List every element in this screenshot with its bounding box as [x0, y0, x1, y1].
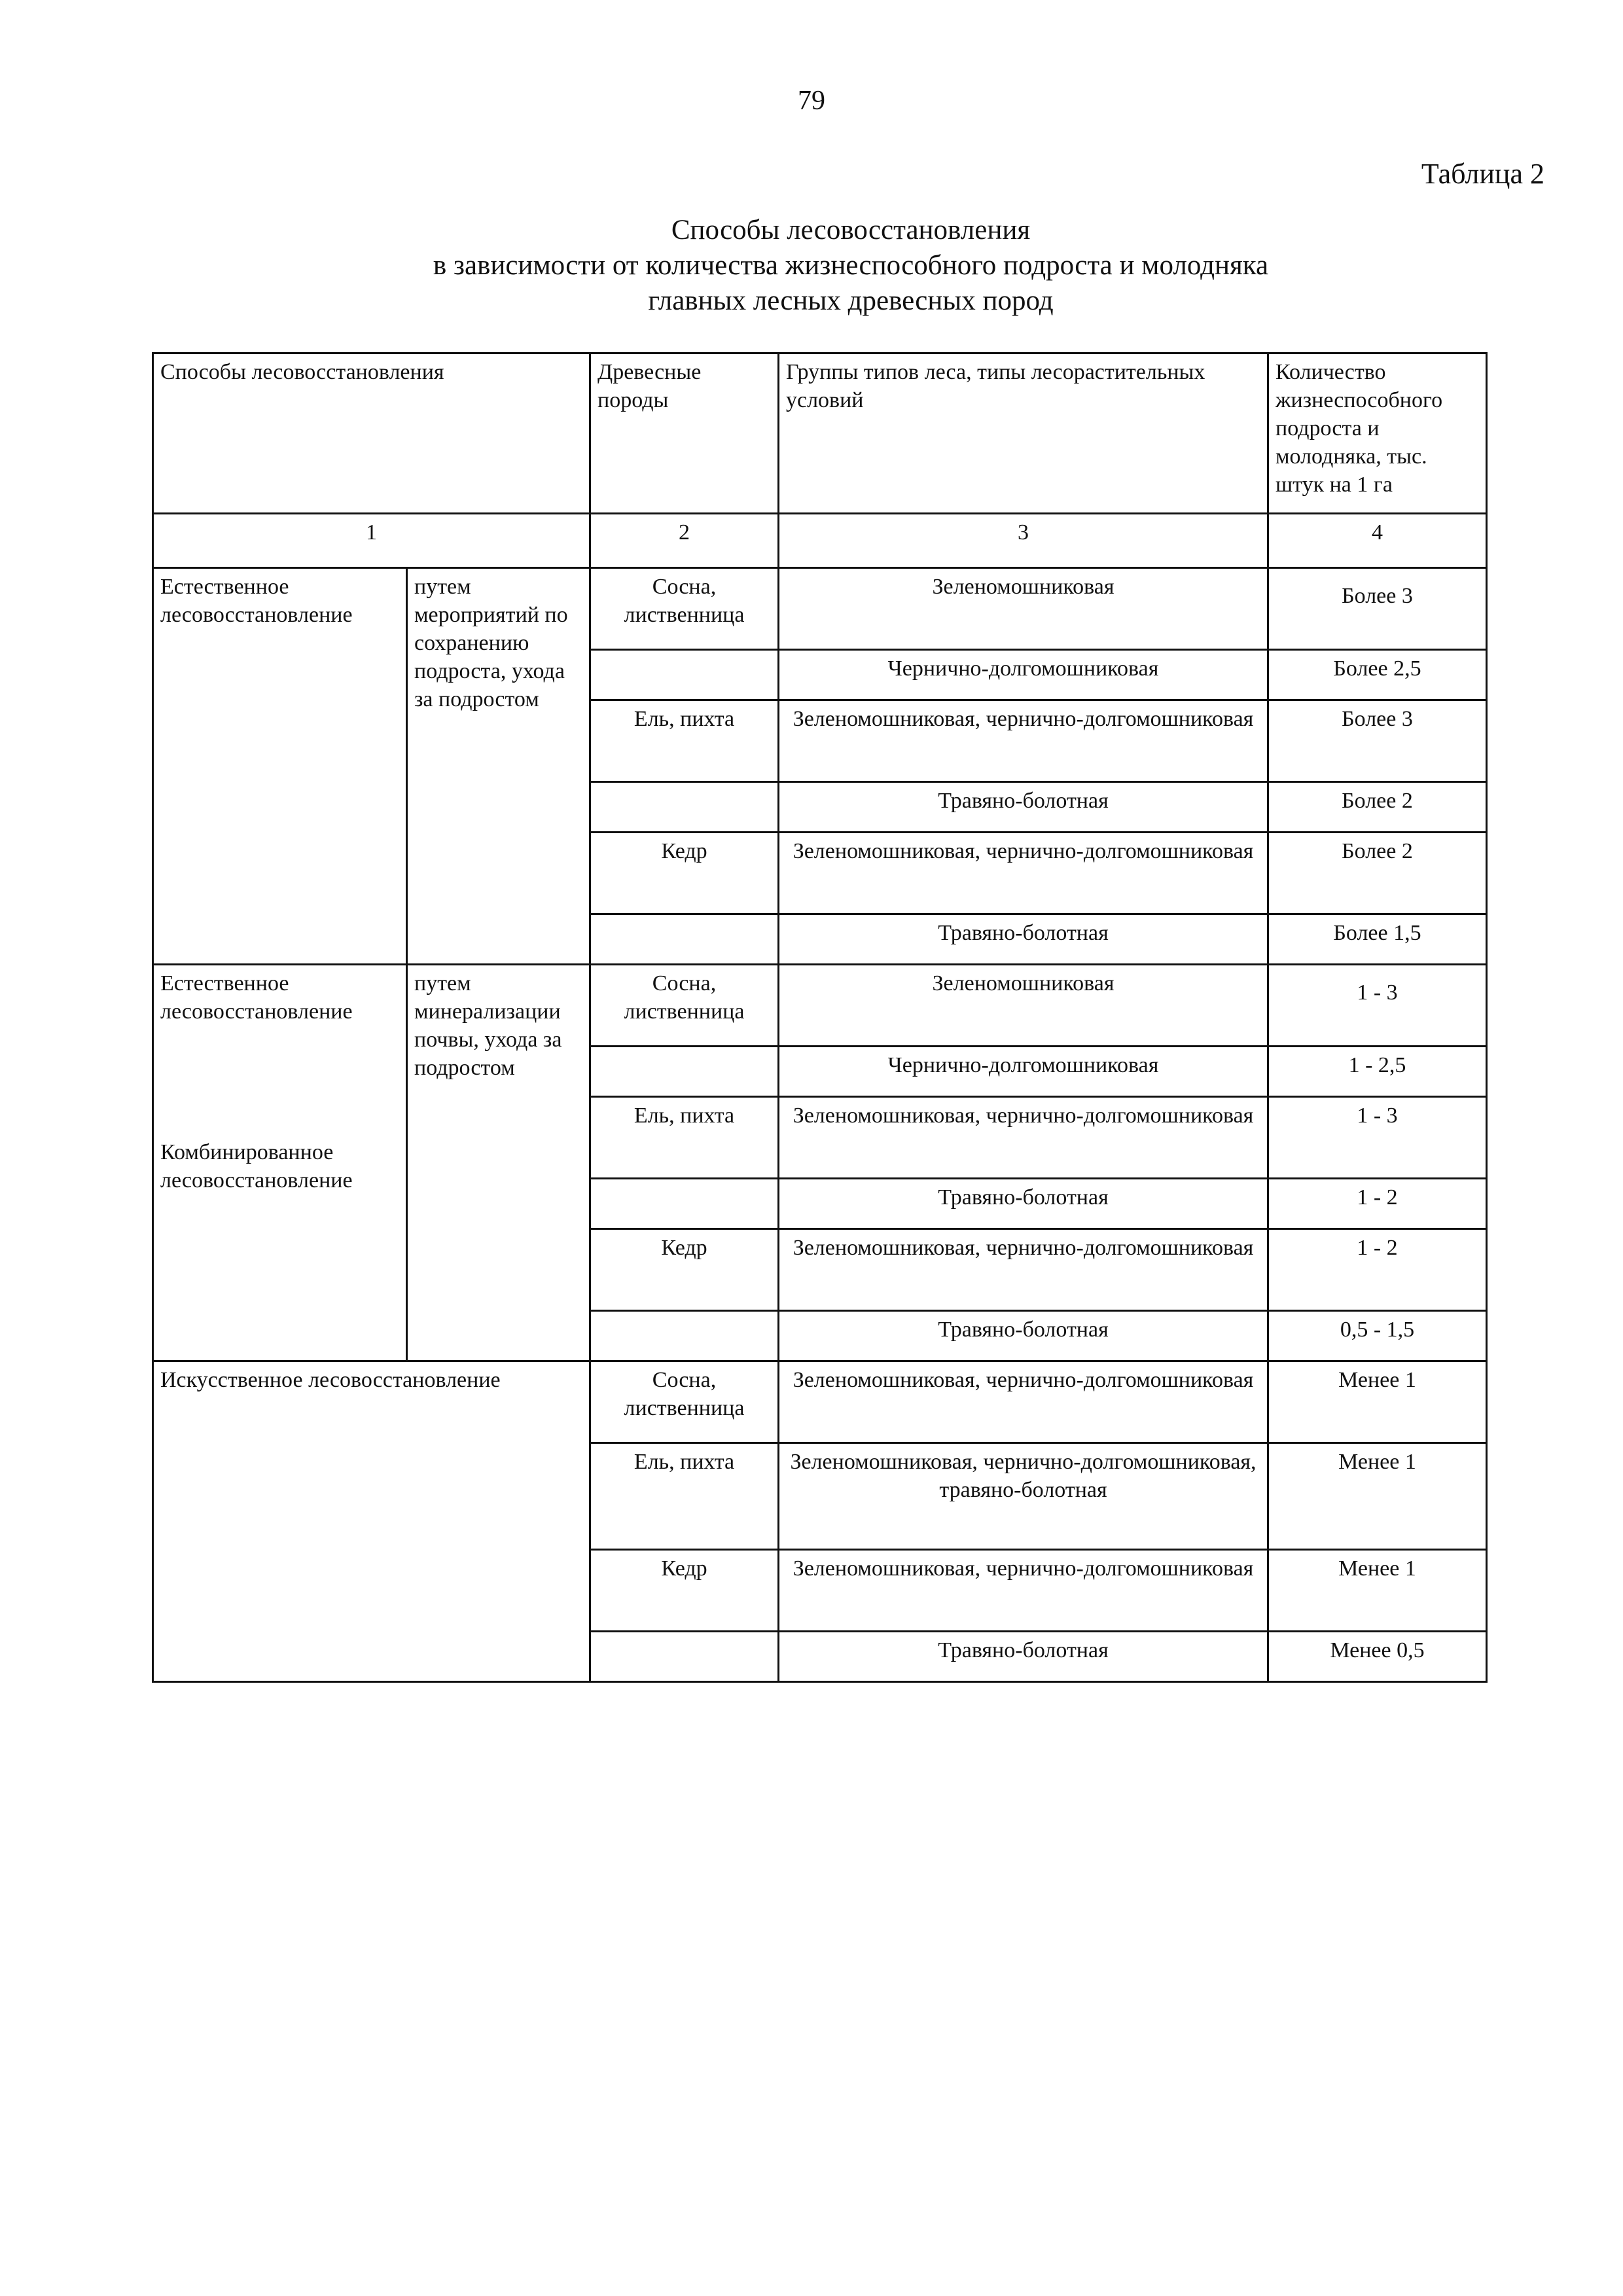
species-cell: [590, 650, 779, 700]
way-cell: путем мероприятий по сохранению подроста, ухода за подростом: [407, 568, 590, 965]
species-cell: Ель, пихта: [590, 1443, 779, 1550]
amount-cell: Более 1,5: [1268, 914, 1487, 965]
amount-cell: 1 - 2: [1268, 1179, 1487, 1229]
amount-cell: Менее 1: [1268, 1443, 1487, 1550]
amount-cell: Менее 1: [1268, 1361, 1487, 1443]
method-natural: Естественное лесовосстановление: [160, 971, 353, 1024]
method-cell: [153, 965, 407, 1361]
amount-cell: Менее 1: [1268, 1550, 1487, 1632]
table-row: [153, 568, 1487, 650]
amount-cell: 0,5 - 1,5: [1268, 1311, 1487, 1361]
species-cell: [590, 1179, 779, 1229]
forest-type-cell: Травяно-болотная: [779, 782, 1268, 833]
table-row: [153, 965, 1487, 1047]
page-number: 79: [798, 86, 825, 116]
forest-type-cell: Травяно-болотная: [779, 1311, 1268, 1361]
forest-type-cell: Травяно-болотная: [779, 1179, 1268, 1229]
forest-type-cell: Зеленомошниковая, чернично-долгомошниковая: [779, 700, 1268, 782]
species-cell: [590, 914, 779, 965]
amount-cell: 1 - 3: [1268, 1097, 1487, 1179]
reforestation-table: [152, 352, 1488, 1683]
forest-type-cell: Травяно-болотная: [779, 914, 1268, 965]
amount-cell: Более 2: [1268, 833, 1487, 914]
species-cell: [590, 1311, 779, 1361]
amount-cell: Более 2,5: [1268, 650, 1487, 700]
column-number: 4: [1268, 514, 1487, 568]
amount-cell: [1268, 965, 1487, 1047]
amount-cell: 1 - 2: [1268, 1229, 1487, 1311]
table-row: [153, 1361, 1487, 1443]
forest-type-cell: Травяно-болотная: [779, 1632, 1268, 1682]
forest-type-cell: Зеленомошниковая, чернично-долгомошниковая: [779, 1097, 1268, 1179]
amount-cell: [1268, 568, 1487, 650]
amount-value: 1 - 3: [1357, 980, 1398, 1005]
species-cell: Ель, пихта: [590, 1097, 779, 1179]
title-line-3: главных лесных древесных пород: [648, 285, 1054, 316]
forest-type-cell: Зеленомошниковая, чернично-долгомошниковая: [779, 1361, 1268, 1443]
table-title: [0, 213, 1623, 319]
method-spacer: [160, 1026, 399, 1138]
species-cell: Сосна, лиственница: [590, 568, 779, 650]
species-cell: Сосна, лиственница: [590, 1361, 779, 1443]
amount-value: Более 3: [1342, 584, 1413, 608]
method-cell: Искусственное лесовосстановление: [153, 1361, 590, 1682]
species-cell: Кедр: [590, 1229, 779, 1311]
forest-type-cell: Зеленомошниковая: [779, 568, 1268, 650]
species-cell: [590, 782, 779, 833]
forest-type-cell: Зеленомошниковая, чернично-долгомошниковая: [779, 1229, 1268, 1311]
header-forest-type: Группы типов леса, типы лесорастительных условий: [779, 353, 1268, 514]
header-row: [153, 353, 1487, 514]
amount-cell: Менее 0,5: [1268, 1632, 1487, 1682]
column-number: 1: [153, 514, 590, 568]
title-line-1: Способы лесовосстановления: [671, 215, 1031, 245]
forest-type-cell: Зеленомошниковая: [779, 965, 1268, 1047]
forest-type-cell: Зеленомошниковая, чернично-долгомошниковая: [779, 833, 1268, 914]
method-cell: Естественное лесовосстановление: [153, 568, 407, 965]
species-cell: [590, 1047, 779, 1097]
species-cell: Ель, пихта: [590, 700, 779, 782]
column-numbers-row: [153, 514, 1487, 568]
forest-type-cell: Зеленомошниковая, чернично-долгомошниковая: [779, 1550, 1268, 1632]
method-combined: Комбинированное лесовосстановление: [160, 1140, 353, 1193]
header-amount: Количество жизнеспособного подроста и молодняка, тыс. штук на 1 га: [1268, 353, 1487, 514]
amount-cell: Более 3: [1268, 700, 1487, 782]
species-cell: Кедр: [590, 833, 779, 914]
forest-type-cell: Зеленомошниковая, чернично-долгомошниковая, травяно-болотная: [779, 1443, 1268, 1550]
header-species: Древесные породы: [590, 353, 779, 514]
header-method: Способы лесовосстановления: [153, 353, 590, 514]
forest-type-cell: Чернично-долгомошниковая: [779, 1047, 1268, 1097]
title-line-2: в зависимости от количества жизнеспособного подроста и молодняка: [433, 250, 1269, 281]
species-cell: Сосна, лиственница: [590, 965, 779, 1047]
species-cell: [590, 1632, 779, 1682]
forest-type-cell: Чернично-долгомошниковая: [779, 650, 1268, 700]
table-label: Таблица 2: [1421, 158, 1544, 190]
amount-cell: 1 - 2,5: [1268, 1047, 1487, 1097]
amount-cell: Более 2: [1268, 782, 1487, 833]
column-number: 3: [779, 514, 1268, 568]
species-cell: Кедр: [590, 1550, 779, 1632]
way-cell: путем минерализации почвы, ухода за подростом: [407, 965, 590, 1361]
column-number: 2: [590, 514, 779, 568]
